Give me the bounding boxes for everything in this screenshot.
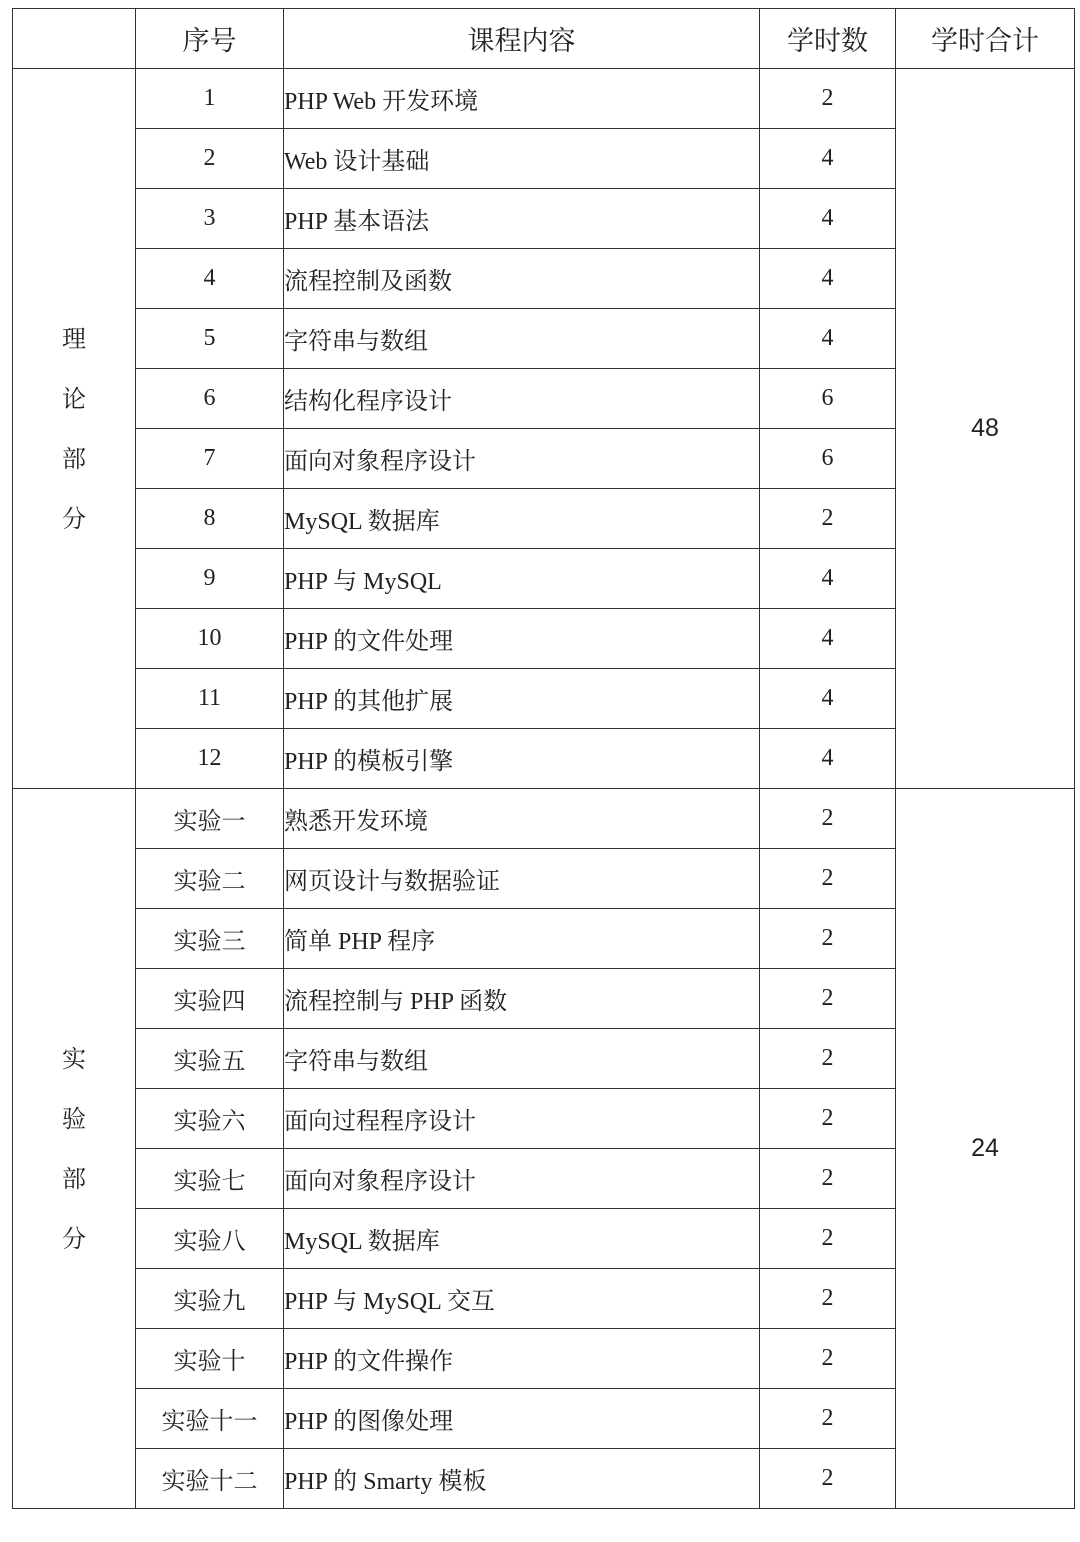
seq-cell: 实验十 [136, 1329, 284, 1389]
content-cell: 字符串与数组 [284, 1029, 760, 1089]
content-cell: 网页设计与数据验证 [284, 849, 760, 909]
content-cell: PHP 与 MySQL 交互 [284, 1269, 760, 1329]
content-cell: MySQL 数据库 [284, 1209, 760, 1269]
content-cell: Web 设计基础 [284, 129, 760, 189]
seq-cell: 11 [136, 669, 284, 729]
seq-cell: 实验九 [136, 1269, 284, 1329]
content-cell: 流程控制与 PHP 函数 [284, 969, 760, 1029]
seq-cell: 实验十二 [136, 1449, 284, 1509]
seq-cell: 4 [136, 249, 284, 309]
content-cell: MySQL 数据库 [284, 489, 760, 549]
table-body [13, 69, 1075, 1509]
hours-cell: 4 [760, 669, 896, 729]
seq-cell: 实验一 [136, 789, 284, 849]
hours-cell: 4 [760, 609, 896, 669]
hours-cell: 2 [760, 69, 896, 129]
seq-cell: 实验四 [136, 969, 284, 1029]
hours-cell: 4 [760, 129, 896, 189]
content-cell: 简单 PHP 程序 [284, 909, 760, 969]
seq-cell: 8 [136, 489, 284, 549]
lab-total-hours: 24 [896, 789, 1075, 1509]
seq-cell: 实验七 [136, 1149, 284, 1209]
content-cell: PHP Web 开发环境 [284, 69, 760, 129]
seq-cell: 2 [136, 129, 284, 189]
hours-cell: 6 [760, 429, 896, 489]
content-cell: PHP 的 Smarty 模板 [284, 1449, 760, 1509]
seq-cell: 10 [136, 609, 284, 669]
header-seq: 序号 [136, 9, 284, 69]
header-total: 学时合计 [896, 9, 1075, 69]
hours-cell: 2 [760, 1029, 896, 1089]
seq-cell: 实验二 [136, 849, 284, 909]
theory-section-label-text: 理论部分 [61, 324, 86, 533]
hours-cell: 2 [760, 1089, 896, 1149]
hours-cell: 2 [760, 1329, 896, 1389]
theory-total-hours: 48 [896, 69, 1075, 789]
seq-cell: 实验八 [136, 1209, 284, 1269]
hours-cell: 2 [760, 789, 896, 849]
hours-cell: 4 [760, 549, 896, 609]
hours-cell: 2 [760, 1149, 896, 1209]
header-content: 课程内容 [284, 9, 760, 69]
hours-cell: 6 [760, 369, 896, 429]
seq-cell: 6 [136, 369, 284, 429]
content-cell: 流程控制及函数 [284, 249, 760, 309]
table-row [13, 69, 1075, 129]
content-cell: PHP 的其他扩展 [284, 669, 760, 729]
course-schedule-table [12, 8, 1075, 1509]
content-cell: PHP 的文件操作 [284, 1329, 760, 1389]
seq-cell: 3 [136, 189, 284, 249]
content-cell: 面向对象程序设计 [284, 429, 760, 489]
content-cell: PHP 与 MySQL [284, 549, 760, 609]
content-cell: 熟悉开发环境 [284, 789, 760, 849]
seq-cell: 实验五 [136, 1029, 284, 1089]
hours-cell: 2 [760, 909, 896, 969]
header-section [13, 9, 136, 69]
hours-cell: 2 [760, 1449, 896, 1509]
content-cell: PHP 的模板引擎 [284, 729, 760, 789]
seq-cell: 实验六 [136, 1089, 284, 1149]
hours-cell: 2 [760, 1269, 896, 1329]
content-cell: 结构化程序设计 [284, 369, 760, 429]
content-cell: PHP 基本语法 [284, 189, 760, 249]
lab-section-label [13, 789, 136, 1509]
seq-cell: 5 [136, 309, 284, 369]
hours-cell: 4 [760, 249, 896, 309]
content-cell: 面向对象程序设计 [284, 1149, 760, 1209]
hours-cell: 4 [760, 309, 896, 369]
seq-cell: 实验十一 [136, 1389, 284, 1449]
theory-section-label [13, 69, 136, 789]
hours-cell: 2 [760, 489, 896, 549]
seq-cell: 1 [136, 69, 284, 129]
hours-cell: 4 [760, 189, 896, 249]
content-cell: PHP 的图像处理 [284, 1389, 760, 1449]
content-cell: PHP 的文件处理 [284, 609, 760, 669]
seq-cell: 7 [136, 429, 284, 489]
content-cell: 面向过程程序设计 [284, 1089, 760, 1149]
content-cell: 字符串与数组 [284, 309, 760, 369]
hours-cell: 2 [760, 1209, 896, 1269]
header-row [13, 9, 1075, 69]
hours-cell: 4 [760, 729, 896, 789]
hours-cell: 2 [760, 849, 896, 909]
hours-cell: 2 [760, 1389, 896, 1449]
seq-cell: 12 [136, 729, 284, 789]
lab-section-label-text: 实验部分 [61, 1044, 86, 1253]
seq-cell: 实验三 [136, 909, 284, 969]
header-hours: 学时数 [760, 9, 896, 69]
seq-cell: 9 [136, 549, 284, 609]
hours-cell: 2 [760, 969, 896, 1029]
table-row [13, 789, 1075, 849]
